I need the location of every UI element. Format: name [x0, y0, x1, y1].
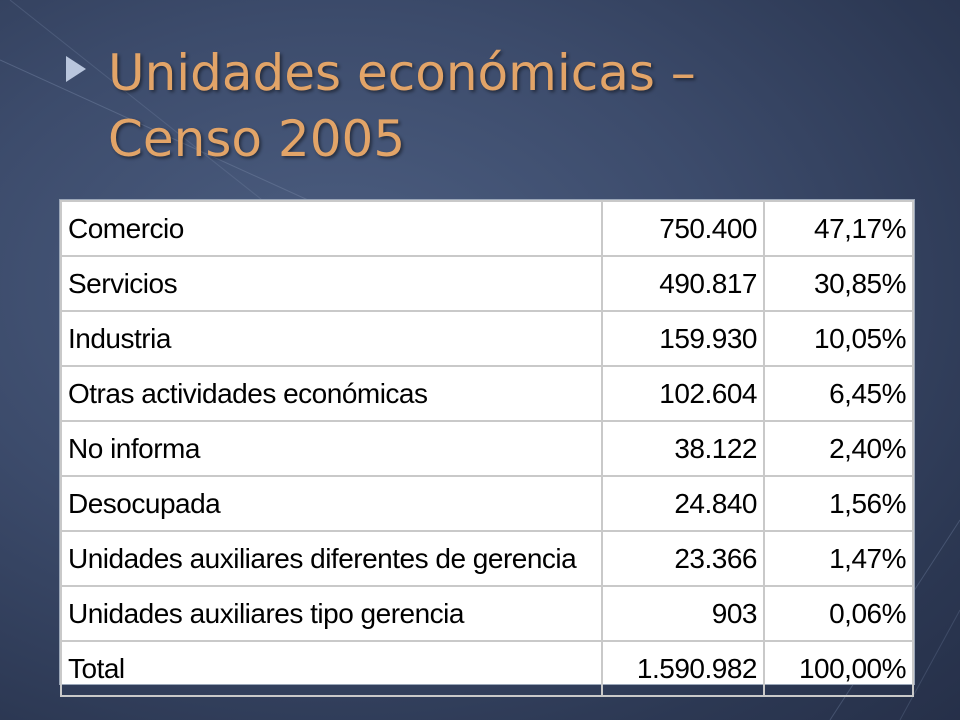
table-cell-percent: 10,05%	[764, 311, 913, 366]
table-cell-percent: 2,40%	[764, 421, 913, 476]
table-cell-count: 102.604	[602, 366, 764, 421]
slide-title-line2: Censo 2005	[108, 110, 406, 168]
table-row	[61, 421, 913, 476]
table-row	[61, 641, 913, 696]
table-cell-percent: 6,45%	[764, 366, 913, 421]
table-row	[61, 531, 913, 586]
table-cell-category: Unidades auxiliares tipo gerencia	[61, 586, 602, 641]
table-row	[61, 366, 913, 421]
census-table	[60, 200, 914, 697]
table-cell-count: 24.840	[602, 476, 764, 531]
slide-title	[108, 40, 908, 172]
table-cell-percent: 1,47%	[764, 531, 913, 586]
table-cell-count: 159.930	[602, 311, 764, 366]
table-row	[61, 201, 913, 256]
census-table-container	[60, 200, 914, 684]
table-cell-category: Servicios	[61, 256, 602, 311]
table-cell-percent: 100,00%	[764, 641, 913, 696]
table-cell-percent: 0,06%	[764, 586, 913, 641]
table-row	[61, 476, 913, 531]
table-cell-count: 38.122	[602, 421, 764, 476]
table-cell-category: Industria	[61, 311, 602, 366]
title-bullet-icon	[66, 56, 86, 82]
table-cell-category: Unidades auxiliares diferentes de gerencia	[61, 531, 602, 586]
table-cell-category: Otras actividades económicas	[61, 366, 602, 421]
table-row	[61, 311, 913, 366]
table-row	[61, 256, 913, 311]
slide-title-line1: Unidades económicas –	[108, 44, 696, 102]
table-cell-category: Desocupada	[61, 476, 602, 531]
table-cell-percent: 1,56%	[764, 476, 913, 531]
table-row	[61, 586, 913, 641]
table-cell-count: 750.400	[602, 201, 764, 256]
table-cell-count: 490.817	[602, 256, 764, 311]
census-table-body	[61, 201, 913, 696]
table-cell-count: 903	[602, 586, 764, 641]
table-cell-count: 23.366	[602, 531, 764, 586]
table-cell-category: Total	[61, 641, 602, 696]
table-cell-percent: 30,85%	[764, 256, 913, 311]
table-cell-category: Comercio	[61, 201, 602, 256]
table-cell-category: No informa	[61, 421, 602, 476]
table-cell-count: 1.590.982	[602, 641, 764, 696]
table-cell-percent: 47,17%	[764, 201, 913, 256]
